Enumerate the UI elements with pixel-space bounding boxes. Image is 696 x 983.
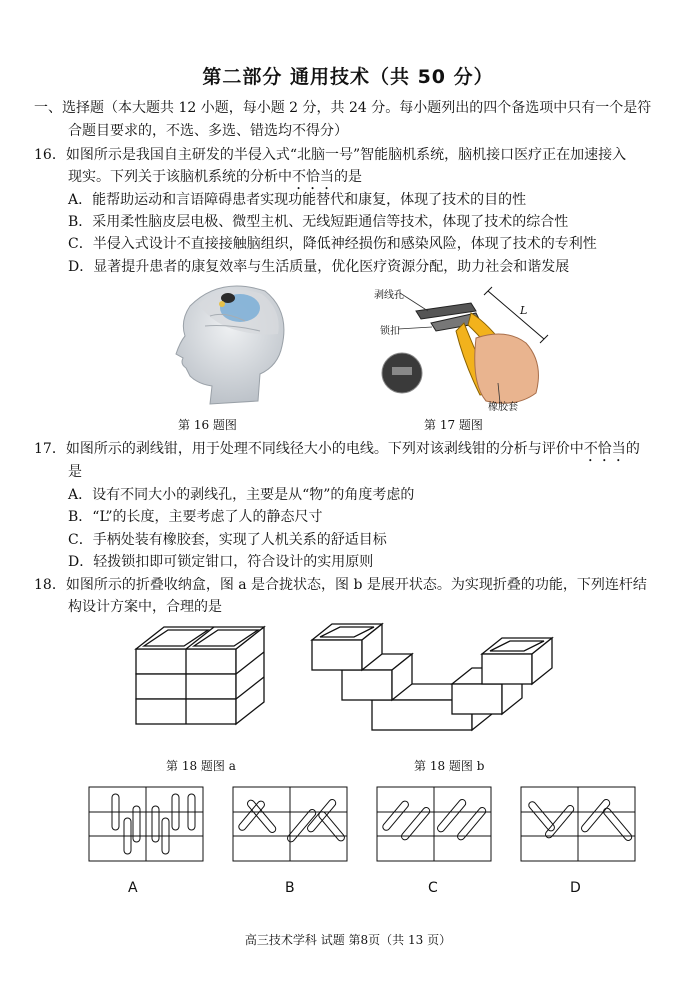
instructions-line2: 合题目要求的，不选、多选、错选均不得分） (68, 123, 348, 139)
q18-stem-line1: 18．如图所示的折叠收纳盒，图 a 是合拢状态，图 b 是展开状态。为实现折叠的功能，下列连杆结 (34, 577, 647, 593)
q16-figure-head (150, 276, 300, 411)
q18-option-c-label[interactable]: C (428, 880, 438, 896)
q17-label-lock: 锁扣 (380, 326, 400, 337)
q16-option-c[interactable]: C．半侵入式设计不直接接触脑组织，降低神经损伤和感染风险，体现了技术的专利性 (68, 236, 597, 252)
q17-stem-line1: 17．如图所示的剥线钳，用于处理不同线径大小的电线。下列对该剥线钳的分析与评价中不恰当的 (34, 441, 640, 457)
q16-option-d[interactable]: D．显著提升患者的康复效率与生活质量，优化医疗资源分配，助力社会和谐发展 (68, 259, 570, 275)
q18-option-c-diagram[interactable] (376, 786, 494, 864)
q17-emphasis: 不恰当 (583, 441, 626, 457)
q17-option-a[interactable]: A．设有不同大小的剥线孔，主要是从“物”的角度考虑的 (68, 487, 415, 503)
q17-label-L: L (520, 304, 528, 317)
q17-option-d[interactable]: D．轻拨锁扣即可锁定钳口，符合设计的实用原则 (68, 554, 374, 570)
q17-option-c[interactable]: C．手柄处装有橡胶套，实现了人机关系的舒适目标 (68, 532, 387, 548)
q16-option-b[interactable]: B．采用柔性脑皮层电极、微型主机、无线短距通信等技术，体现了技术的综合性 (68, 214, 569, 230)
instructions-line1: 一、选择题（本大题共 12 小题，每小题 2 分，共 24 分。每小题列出的四个备选项中只有一个是符 (34, 100, 652, 116)
q18-figure-b (310, 618, 575, 743)
q16-option-a[interactable]: A．能帮助运动和言语障碍患者实现功能替代和康复，体现了技术的目的性 (68, 192, 527, 208)
q16-emphasis: 不恰当 (292, 169, 334, 185)
section-title: 第二部分 通用技术（共 50 分） (202, 66, 494, 88)
q16-stem-line1: 16．如图所示是我国自主研发的半侵入式“北脑一号”智能脑机系统，脑机接口医疗正在加速接入 (34, 147, 627, 163)
q18-stem-line2: 构设计方案中，合理的是 (68, 599, 222, 615)
page-footer: 高三技术学科 试题 第8页（共 13 页） (244, 933, 452, 947)
q18-option-b-diagram[interactable] (232, 786, 350, 864)
q17-label-hole: 剥线孔 (374, 290, 404, 301)
q18-caption-b: 第 18 题图 b (414, 759, 485, 773)
q16-caption: 第 16 题图 (178, 418, 237, 432)
q16-stem-line2: 现实。下列关于该脑机系统的分析中不恰当的是 (68, 169, 362, 185)
q18-option-d-label[interactable]: D (570, 880, 581, 896)
q18-option-a-label[interactable]: A (128, 880, 138, 896)
q18-caption-a: 第 18 题图 a (166, 759, 236, 773)
q17-stem-line2: 是 (68, 464, 82, 480)
q17-caption: 第 17 题图 (424, 418, 483, 432)
q17-figure-stripper (376, 283, 556, 413)
q18-option-d-diagram[interactable] (520, 786, 638, 864)
q17-label-rubber: 橡胶套 (488, 402, 518, 413)
q18-option-a-diagram[interactable] (88, 786, 206, 864)
q17-option-b[interactable]: B．“L”的长度，主要考虑了人的静态尺寸 (68, 509, 323, 525)
q18-option-b-label[interactable]: B (285, 880, 295, 896)
q18-figure-a (134, 624, 294, 734)
